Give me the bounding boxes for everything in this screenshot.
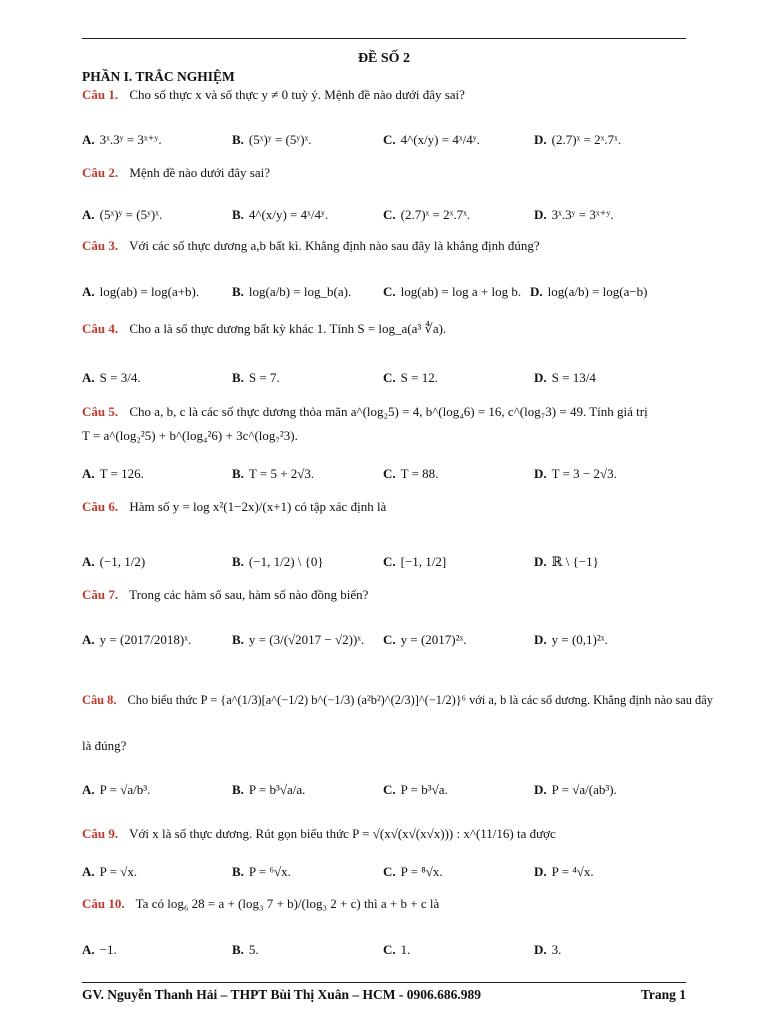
answers-10	[82, 942, 686, 968]
option-b[interactable]: B. T = 5 + 2√3.	[232, 466, 315, 481]
option-a[interactable]: A. −1.	[82, 942, 117, 957]
option-d[interactable]: D. ℝ \ {−1}	[534, 554, 599, 569]
option-d[interactable]: D. S = 13/4	[534, 370, 596, 385]
option-a[interactable]: A. (−1, 1/2)	[82, 554, 146, 569]
question-number: Câu 5.	[82, 404, 119, 419]
option-d[interactable]: D. P = √a/(ab³).	[534, 782, 617, 797]
option-b[interactable]: B. S = 7.	[232, 370, 280, 385]
option-a[interactable]: A. (5ˣ)ʸ = (5ʸ)ˣ.	[82, 207, 163, 222]
question-number: Câu 3.	[82, 238, 119, 253]
option-b[interactable]: B. 4^(x/y) = 4ˣ/4ʸ.	[232, 207, 329, 222]
question-text: Cho a, b, c là các số thực dương thỏa mãn a^(log₂5) = 4, b^(log₄6) = 16, c^(log₇3) = 49. Tính giá trị	[129, 404, 648, 419]
question-text: Với x là số thực dương. Rút gọn biểu thức P = √(x√(x√(x√x))) : x^(11/16) ta được	[129, 826, 556, 841]
section-heading: PHẦN I. TRẮC NGHIỆM	[82, 69, 235, 84]
question-2	[82, 165, 686, 181]
option-c[interactable]: C. y = (2017)²ˣ.	[383, 632, 467, 647]
question-number: Câu 10.	[82, 896, 125, 911]
bottom-rule	[82, 982, 686, 983]
option-d[interactable]: D. (2.7)ˣ = 2ˣ.7ˣ.	[534, 132, 622, 147]
option-b[interactable]: B. P = b³√a/a.	[232, 782, 306, 797]
page-number: Trang 1	[640, 987, 686, 1002]
answers-7	[82, 632, 686, 658]
answers-5	[82, 466, 686, 492]
answers-9	[82, 864, 686, 890]
option-d[interactable]: D. log(a/b) = log(a−b)	[530, 284, 648, 299]
question-7	[82, 587, 686, 603]
question-text-continued: là đúng?	[82, 738, 127, 753]
question-8	[82, 693, 713, 708]
option-c[interactable]: C. log(ab) = log a + log b.	[383, 284, 522, 299]
question-text: Cho số thực x và số thực y ≠ 0 tuỳ ý. Mệnh đề nào dưới đây sai?	[129, 87, 465, 102]
option-c[interactable]: C. 1.	[383, 942, 411, 957]
option-b[interactable]: B. y = (3/(√2017 − √2))ˣ.	[232, 632, 365, 647]
option-a[interactable]: A. P = √x.	[82, 864, 138, 879]
option-a[interactable]: A. S = 3/4.	[82, 370, 141, 385]
question-text: Mệnh đề nào dưới đây sai?	[129, 165, 271, 180]
option-c[interactable]: C. (2.7)ˣ = 2ˣ.7ˣ.	[383, 207, 471, 222]
option-d[interactable]: D. T = 3 − 2√3.	[534, 466, 617, 481]
question-3	[82, 238, 686, 254]
question-text: Trong các hàm số sau, hàm số nào đồng biến?	[129, 587, 369, 602]
question-number: Câu 2.	[82, 165, 119, 180]
question-number: Câu 7.	[82, 587, 119, 602]
option-c[interactable]: C. P = ⁸√x.	[383, 864, 443, 879]
option-d[interactable]: D. 3.	[534, 942, 562, 957]
question-number: Câu 8.	[82, 693, 117, 707]
exam-title: ĐỀ SỐ 2	[357, 51, 411, 66]
option-d[interactable]: D. P = ⁴√x.	[534, 864, 594, 879]
option-c[interactable]: C. T = 88.	[383, 466, 439, 481]
option-b[interactable]: B. (−1, 1/2) \ {0}	[232, 554, 324, 569]
option-b[interactable]: B. P = ⁶√x.	[232, 864, 291, 879]
option-b[interactable]: B. log(a/b) = log_b(a).	[232, 284, 352, 299]
option-c[interactable]: C. S = 12.	[383, 370, 438, 385]
question-text: Cho biểu thức P = {a^(1/3)[a^(−1/2) b^(−1/3) (a²b²)^(2/3)]^(−1/2)}⁶ với a, b là các số dương. Khẳng định nào sau đây	[127, 693, 713, 707]
option-b[interactable]: B. (5ˣ)ʸ = (5ʸ)ˣ.	[232, 132, 312, 147]
option-c[interactable]: C. [−1, 1/2]	[383, 554, 447, 569]
question-5	[82, 404, 686, 420]
option-c[interactable]: C. 4^(x/y) = 4ˣ/4ʸ.	[383, 132, 480, 147]
footer	[82, 987, 686, 1003]
question-number: Câu 4.	[82, 321, 119, 336]
option-d[interactable]: D. y = (0,1)²ˣ.	[534, 632, 608, 647]
question-text: Hàm số y = log x²(1−2x)/(x+1) có tập xác định là	[129, 499, 387, 514]
question-number: Câu 1.	[82, 87, 119, 102]
question-text-continued: T = a^(log₂²5) + b^(log₄²6) + 3c^(log₇²3).	[82, 428, 298, 443]
option-b[interactable]: B. 5.	[232, 942, 259, 957]
answers-3	[82, 284, 686, 310]
option-a[interactable]: A. T = 126.	[82, 466, 144, 481]
answers-4	[82, 370, 686, 396]
footer-author: GV. Nguyễn Thanh Hải – THPT Bùi Thị Xuân – HCM - 0906.686.989	[82, 987, 481, 1002]
question-5-line-2	[82, 428, 686, 444]
option-a[interactable]: A. log(ab) = log(a+b).	[82, 284, 200, 299]
question-number: Câu 6.	[82, 499, 119, 514]
option-a[interactable]: A. y = (2017/2018)ˣ.	[82, 632, 192, 647]
answers-6	[82, 554, 686, 580]
question-4	[82, 321, 686, 337]
option-a[interactable]: A. 3ˣ.3ʸ = 3ˣ⁺ʸ.	[82, 132, 162, 147]
answers-2	[82, 207, 686, 233]
question-10	[82, 896, 686, 912]
question-6	[82, 499, 686, 515]
option-a[interactable]: A. P = √a/b³.	[82, 782, 151, 797]
option-c[interactable]: C. P = b³√a.	[383, 782, 448, 797]
question-number: Câu 9.	[82, 826, 119, 841]
question-text: Cho a là số thực dương bất kỳ khác 1. Tính S = log_a(a³ ∜a).	[129, 321, 447, 336]
top-rule	[82, 38, 686, 39]
question-8-line-2	[82, 738, 686, 754]
question-9	[82, 826, 686, 842]
option-d[interactable]: D. 3ˣ.3ʸ = 3ˣ⁺ʸ.	[534, 207, 614, 222]
question-1	[82, 87, 686, 103]
answers-8	[82, 782, 686, 808]
question-text: Với các số thực dương a,b bất kì. Khẳng định nào sau đây là khẳng định đúng?	[129, 238, 540, 253]
question-text: Ta có log₆ 28 = a + (log₃ 7 + b)/(log₃ 2 + c) thì a + b + c là	[135, 896, 440, 911]
answers-1	[82, 132, 686, 158]
